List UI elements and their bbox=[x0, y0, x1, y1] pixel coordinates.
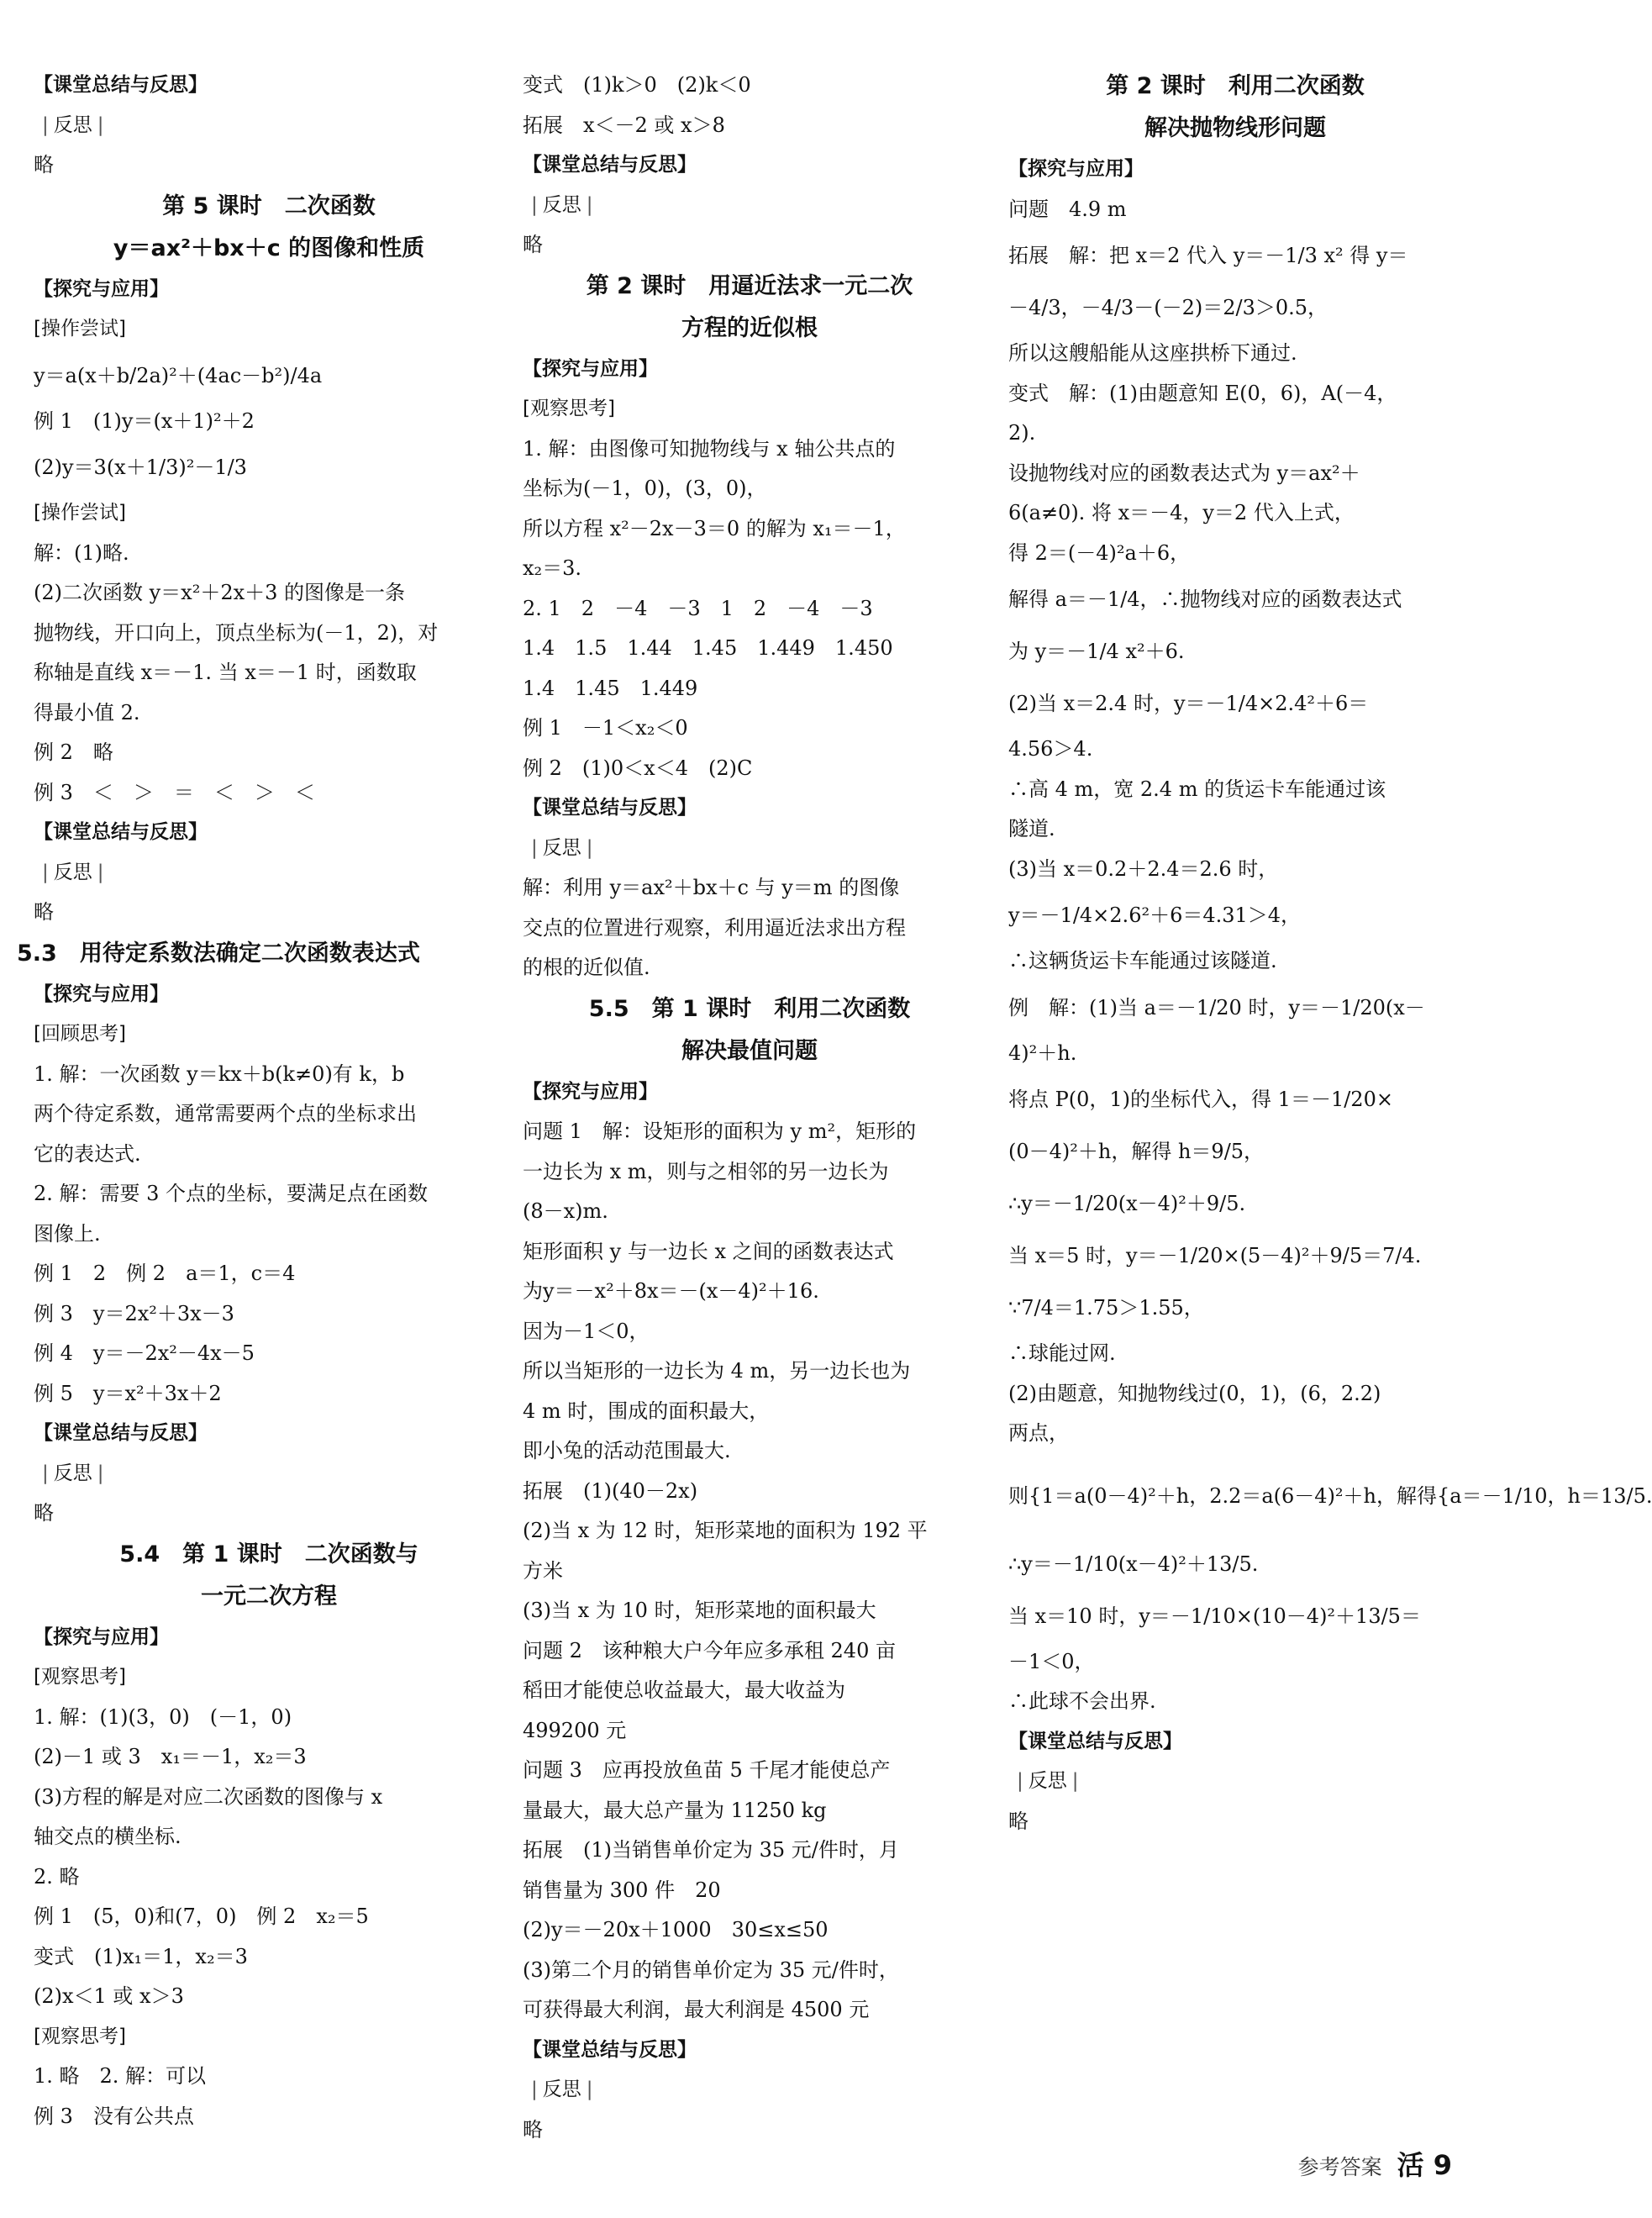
column-right bbox=[1008, 66, 1652, 1841]
reflection-text: 反思 bbox=[1028, 1770, 1067, 1792]
answer-line: 解：利用 y＝ax²＋bx＋c 与 y＝m 的图像 bbox=[523, 876, 900, 899]
reflection-bar-left: | bbox=[42, 861, 49, 883]
answer-line: 隧道. bbox=[1008, 817, 1055, 840]
reflection-text: 反思 bbox=[53, 113, 92, 136]
section-title: 第 2 课时 用逼近法求一元二次 bbox=[586, 272, 913, 299]
answer-line: ∴这辆货运卡车能通过该隧道. bbox=[1008, 949, 1277, 972]
answer-formula-line: 当 x＝10 时，y＝－1/10×(10－4)²＋13/5＝ bbox=[1008, 1604, 1421, 1628]
answer-formula-line: (2)当 x＝2.4 时，y＝－1/4×2.4²＋6＝ bbox=[1008, 692, 1369, 715]
answer-line: 因为－1＜0， bbox=[523, 1319, 650, 1343]
answer-formula-line: 解得 a＝－1/4，∴抛物线对应的函数表达式 bbox=[1008, 587, 1402, 611]
block-heading: 【探究与应用】 bbox=[34, 277, 169, 300]
sub-heading: [操作尝试] bbox=[34, 318, 126, 340]
sub-heading: [回顾思考] bbox=[34, 1023, 126, 1045]
block-heading: 【探究与应用】 bbox=[1008, 158, 1144, 180]
section-title: 方程的近似根 bbox=[681, 314, 818, 341]
answer-line: 拓展 (1)当销售单价定为 35 元/件时，月 bbox=[523, 1838, 899, 1862]
section-title: 解决抛物线形问题 bbox=[1144, 115, 1326, 141]
reflection-label bbox=[523, 2070, 976, 2110]
answer-line: 2. 略 bbox=[34, 1864, 80, 1889]
answer-line: (8－x)m. bbox=[523, 1199, 608, 1223]
answer-line: 交点的位置进行观察，利用逼近法求出方程 bbox=[523, 915, 906, 940]
answer-line: 略 bbox=[34, 900, 54, 924]
answer-line: (3)第二个月的销售单价定为 35 元/件时， bbox=[523, 1957, 899, 1982]
answer-line: 1. 解：(1)(3，0) (－1，0) bbox=[34, 1704, 292, 1729]
answer-line: 两点， bbox=[1008, 1421, 1069, 1445]
block-heading: 【课堂总结与反思】 bbox=[523, 154, 697, 176]
answer-line: 例 3 y＝2x²＋3x－3 bbox=[34, 1301, 234, 1325]
answer-formula-line: ∴y＝－1/10(x－4)²＋13/5. bbox=[1008, 1552, 1259, 1576]
reflection-bar-left: | bbox=[1017, 1770, 1023, 1792]
answer-line: 即小兔的活动范围最大. bbox=[523, 1439, 731, 1462]
reflection-label bbox=[523, 829, 976, 869]
page-number: 活 9 bbox=[1397, 2149, 1452, 2181]
answer-line: 例 3 ＜ ＞ ＝ ＜ ＞ ＜ bbox=[34, 780, 315, 804]
sub-heading: [观察思考] bbox=[34, 1666, 126, 1688]
answer-line: 问题 2 该种粮大户今年应多承租 240 亩 bbox=[523, 1638, 896, 1662]
answer-line: 轴交点的横坐标. bbox=[34, 1825, 182, 1848]
answer-line: 问题 3 应再投放鱼苗 5 千尾才能使总产 bbox=[523, 1758, 891, 1782]
answer-line: 为y＝－x²＋8x＝－(x－4)²＋16. bbox=[523, 1279, 819, 1303]
reflection-text: 反思 bbox=[53, 861, 92, 883]
answer-line: 拓展 (1)(40－2x) bbox=[523, 1478, 698, 1503]
block-heading: 【探究与应用】 bbox=[34, 1625, 169, 1648]
answer-line: 4.56＞4. bbox=[1008, 737, 1093, 761]
answer-line: 可获得最大利润，最大利润是 4500 元 bbox=[523, 1998, 870, 2021]
reflection-bar-left: | bbox=[42, 113, 49, 136]
answer-line: 两个待定系数，通常需要两个点的坐标求出 bbox=[34, 1102, 417, 1125]
answer-line: 坐标为(－1，0)，(3，0)， bbox=[523, 477, 767, 500]
answer-line: 设抛物线对应的函数表达式为 y＝ax²＋ bbox=[1008, 461, 1360, 485]
section-title: 5.5 第 1 课时 利用二次函数 bbox=[588, 995, 911, 1022]
block-heading: 【课堂总结与反思】 bbox=[523, 797, 697, 819]
answer-line: 问题 1 解：设矩形的面积为 y m²，矩形的 bbox=[523, 1120, 917, 1143]
reflection-label bbox=[34, 853, 504, 893]
answer-formula-line: (0－4)²＋h，解得 h＝9/5， bbox=[1008, 1140, 1265, 1163]
answer-line: ∴高 4 m，宽 2.4 m 的货运卡车能通过该 bbox=[1008, 777, 1386, 801]
answer-line: (2)y＝－20x＋1000 30≤x≤50 bbox=[523, 1918, 829, 1941]
reflection-bar-right: | bbox=[97, 113, 104, 136]
column-left bbox=[17, 66, 504, 2136]
answer-line: 2. 1 2 －4 －3 1 2 －4 －3 bbox=[523, 596, 873, 620]
answer-line: 得 2＝(－4)²a＋6， bbox=[1008, 540, 1191, 565]
answer-line: 4)²＋h. bbox=[1008, 1041, 1077, 1065]
block-heading: 【课堂总结与反思】 bbox=[34, 821, 208, 843]
reflection-label bbox=[34, 1454, 504, 1494]
answer-line: 例 5 y＝x²＋3x＋2 bbox=[34, 1381, 222, 1405]
sub-heading: [观察思考] bbox=[34, 2025, 126, 2047]
section-title: 第 2 课时 利用二次函数 bbox=[1106, 73, 1365, 99]
answer-line: (3)当 x＝0.2＋2.4＝2.6 时， bbox=[1008, 856, 1279, 881]
answer-line: 销售量为 300 件 20 bbox=[523, 1878, 721, 1902]
reflection-text: 反思 bbox=[53, 1462, 92, 1484]
block-heading: 【课堂总结与反思】 bbox=[523, 2038, 697, 2061]
answer-line: 例 4 y＝－2x²－4x－5 bbox=[34, 1341, 255, 1365]
answer-line: 例 1 (1)y＝(x＋1)²＋2 bbox=[34, 408, 255, 433]
answer-line: (2)x＜1 或 x＞3 bbox=[34, 1984, 184, 2008]
answer-line: 变式 (1)k＞0 (2)k＜0 bbox=[523, 73, 751, 97]
section-title: 解决最值问题 bbox=[681, 1037, 818, 1064]
reflection-bar-right: | bbox=[586, 193, 593, 216]
block-heading: 【课堂总结与反思】 bbox=[34, 74, 208, 96]
section-heading: 5.3 用待定系数法确定二次函数表达式 bbox=[17, 940, 420, 967]
answer-line: 略 bbox=[523, 233, 543, 256]
answer-line: ∴球能过网. bbox=[1008, 1341, 1116, 1365]
answer-line: (3)方程的解是对应二次函数的图像与 x bbox=[34, 1784, 383, 1809]
reflection-bar-left: | bbox=[42, 1462, 49, 1484]
reflection-label bbox=[34, 106, 504, 146]
answer-line: 2. 解：需要 3 个点的坐标，要满足点在函数 bbox=[34, 1182, 429, 1205]
answer-line: 变式 解：(1)由题意知 E(0，6)，A(－4， bbox=[1008, 381, 1397, 405]
answer-line: 1. 略 2. 解：可以 bbox=[34, 2064, 207, 2088]
answer-line: 量最大，最大总产量为 11250 kg bbox=[523, 1798, 827, 1822]
section-title: 一元二次方程 bbox=[201, 1583, 337, 1609]
column-middle bbox=[523, 66, 976, 2150]
reflection-label bbox=[1008, 1762, 1462, 1802]
answer-line: (2)由题意，知抛物线过(0，1)，(6，2.2) bbox=[1008, 1381, 1381, 1405]
answer-line: x₂＝3. bbox=[523, 556, 582, 580]
answer-line: 所以当矩形的一边长为 4 m，另一边长也为 bbox=[523, 1359, 911, 1383]
answer-line: 问题 4.9 m bbox=[1008, 197, 1127, 221]
block-heading: 【探究与应用】 bbox=[34, 983, 169, 1005]
answer-line: 称轴是直线 x＝－1. 当 x＝－1 时，函数取 bbox=[34, 661, 417, 684]
answer-line: 方米 bbox=[523, 1558, 563, 1583]
sub-heading: [操作尝试] bbox=[34, 502, 126, 524]
answer-line: 1. 解：由图像可知抛物线与 x 轴公共点的 bbox=[523, 436, 896, 461]
answer-formula-line: y＝－1/4×2.6²＋6＝4.31＞4， bbox=[1008, 904, 1302, 927]
reflection-bar-right: | bbox=[97, 861, 104, 883]
answer-line: 拓展 x＜－2 或 x＞8 bbox=[523, 113, 725, 137]
sub-heading: [观察思考] bbox=[523, 398, 615, 419]
reflection-text: 反思 bbox=[542, 193, 581, 216]
answer-line: 略 bbox=[1008, 1809, 1029, 1833]
answer-line: 4 m 时，围成的面积最大， bbox=[523, 1399, 770, 1423]
answer-line: 例 2 (1)0＜x＜4 (2)C bbox=[523, 756, 753, 780]
answer-formula-line: 例 解：(1)当 a＝－1/20 时，y＝－1/20(x－ bbox=[1008, 995, 1425, 1019]
answer-formula-line: 则{1＝a(0－4)²＋h，2.2＝a(6－4)²＋h，解得{a＝－1/10，h＝13/5. bbox=[1008, 1483, 1652, 1508]
section-title: y＝ax²＋bx＋c 的图像和性质 bbox=[113, 234, 425, 261]
answer-line: 499200 元 bbox=[523, 1718, 627, 1742]
block-heading: 【探究与应用】 bbox=[523, 1080, 658, 1103]
answer-line: 1.4 1.5 1.44 1.45 1.449 1.450 bbox=[523, 636, 893, 660]
answer-line: 例 1 －1＜x₂＜0 bbox=[523, 716, 688, 740]
answer-line: 得最小值 2. bbox=[34, 700, 140, 724]
answer-line: 所以方程 x²－2x－3＝0 的解为 x₁＝－1， bbox=[523, 516, 906, 540]
answer-line: (2)－1 或 3 x₁＝－1，x₂＝3 bbox=[34, 1745, 307, 1768]
answer-line: 图像上. bbox=[34, 1221, 101, 1246]
answer-line: (2)二次函数 y＝x²＋2x＋3 的图像是一条 bbox=[34, 581, 406, 604]
answer-formula-line: 当 x＝5 时，y＝－1/20×(5－4)²＋9/5＝7/4. bbox=[1008, 1244, 1422, 1267]
answer-line: 略 bbox=[34, 153, 54, 176]
answer-line: 例 3 没有公共点 bbox=[34, 2104, 194, 2128]
answer-line: －1＜0， bbox=[1008, 1649, 1095, 1673]
answer-line: (2)当 x 为 12 时，矩形菜地的面积为 192 平 bbox=[523, 1519, 928, 1542]
answer-formula-line: 拓展 解：把 x＝2 代入 y＝－1/3 x² 得 y＝ bbox=[1008, 244, 1408, 267]
reflection-bar-left: | bbox=[531, 836, 538, 859]
answer-line: 略 bbox=[523, 2117, 543, 2142]
answer-line: 1.4 1.45 1.449 bbox=[523, 676, 698, 700]
reflection-label bbox=[523, 186, 976, 226]
reflection-bar-left: | bbox=[531, 193, 538, 216]
reflection-bar-right: | bbox=[586, 2078, 593, 2100]
answer-line: 例 1 (5，0)和(7，0) 例 2 x₂＝5 bbox=[34, 1905, 369, 1928]
answer-line: 一边长为 x m，则与之相邻的另一边长为 bbox=[523, 1159, 889, 1183]
footer-label: 参考答案 bbox=[1297, 2155, 1382, 2179]
page-footer bbox=[1298, 2144, 1452, 2183]
answer-line: 例 1 2 例 2 a＝1，c＝4 bbox=[34, 1262, 296, 1285]
answer-line: 2). bbox=[1008, 421, 1036, 445]
reflection-bar-right: | bbox=[97, 1462, 104, 1484]
answer-line: 解：(1)略. bbox=[34, 540, 129, 565]
answer-formula-line: ∵7/4＝1.75＞1.55， bbox=[1008, 1296, 1204, 1320]
reflection-bar-left: | bbox=[531, 2078, 538, 2100]
answer-formula-line: 将点 P(0，1)的坐标代入，得 1＝－1/20× bbox=[1008, 1088, 1393, 1111]
block-heading: 【课堂总结与反思】 bbox=[1008, 1730, 1182, 1752]
answer-formula-line: 为 y＝－1/4 x²＋6. bbox=[1008, 640, 1185, 663]
answer-line: 抛物线，开口向上，顶点坐标为(－1，2)，对 bbox=[34, 620, 439, 645]
answer-line: (3)当 x 为 10 时，矩形菜地的面积最大 bbox=[523, 1599, 876, 1622]
answer-line: 略 bbox=[34, 1501, 54, 1525]
block-heading: 【课堂总结与反思】 bbox=[34, 1422, 208, 1444]
answer-line: 所以这艘船能从这座拱桥下通过. bbox=[1008, 341, 1297, 365]
reflection-text: 反思 bbox=[542, 836, 581, 859]
answer-formula-line: (2)y＝3(x＋1/3)²－1/3 bbox=[34, 456, 247, 479]
answer-line: ∴此球不会出界. bbox=[1008, 1689, 1156, 1713]
answer-line: 6(a≠0). 将 x＝－4，y＝2 代入上式， bbox=[1008, 501, 1355, 524]
answer-line: 稻田才能使总收益最大，最大收益为 bbox=[523, 1678, 845, 1702]
answer-formula-line: －4/3，－4/3－(－2)＝2/3＞0.5， bbox=[1008, 296, 1328, 319]
reflection-bar-right: | bbox=[1071, 1770, 1079, 1792]
answer-formula-line: y＝a(x＋b/2a)²＋(4ac－b²)/4a bbox=[34, 363, 323, 387]
reflection-text: 反思 bbox=[542, 2078, 581, 2100]
block-heading: 【探究与应用】 bbox=[523, 357, 658, 380]
section-title: 5.4 第 1 课时 二次函数与 bbox=[119, 1541, 418, 1567]
reflection-bar-right: | bbox=[586, 836, 593, 859]
answer-line: 1. 解：一次函数 y＝kx＋b(k≠0)有 k，b bbox=[34, 1062, 405, 1086]
answer-line: 它的表达式. bbox=[34, 1141, 141, 1166]
answer-line: 矩形面积 y 与一边长 x 之间的函数表达式 bbox=[523, 1239, 894, 1263]
section-title: 第 5 课时 二次函数 bbox=[162, 192, 376, 219]
answer-line: 变式 (1)x₁＝1，x₂＝3 bbox=[34, 1944, 248, 1968]
answer-line: 的根的近似值. bbox=[523, 956, 650, 979]
answer-formula-line: ∴y＝－1/20(x－4)²＋9/5. bbox=[1008, 1192, 1246, 1215]
answer-line: 例 2 略 bbox=[34, 740, 113, 764]
